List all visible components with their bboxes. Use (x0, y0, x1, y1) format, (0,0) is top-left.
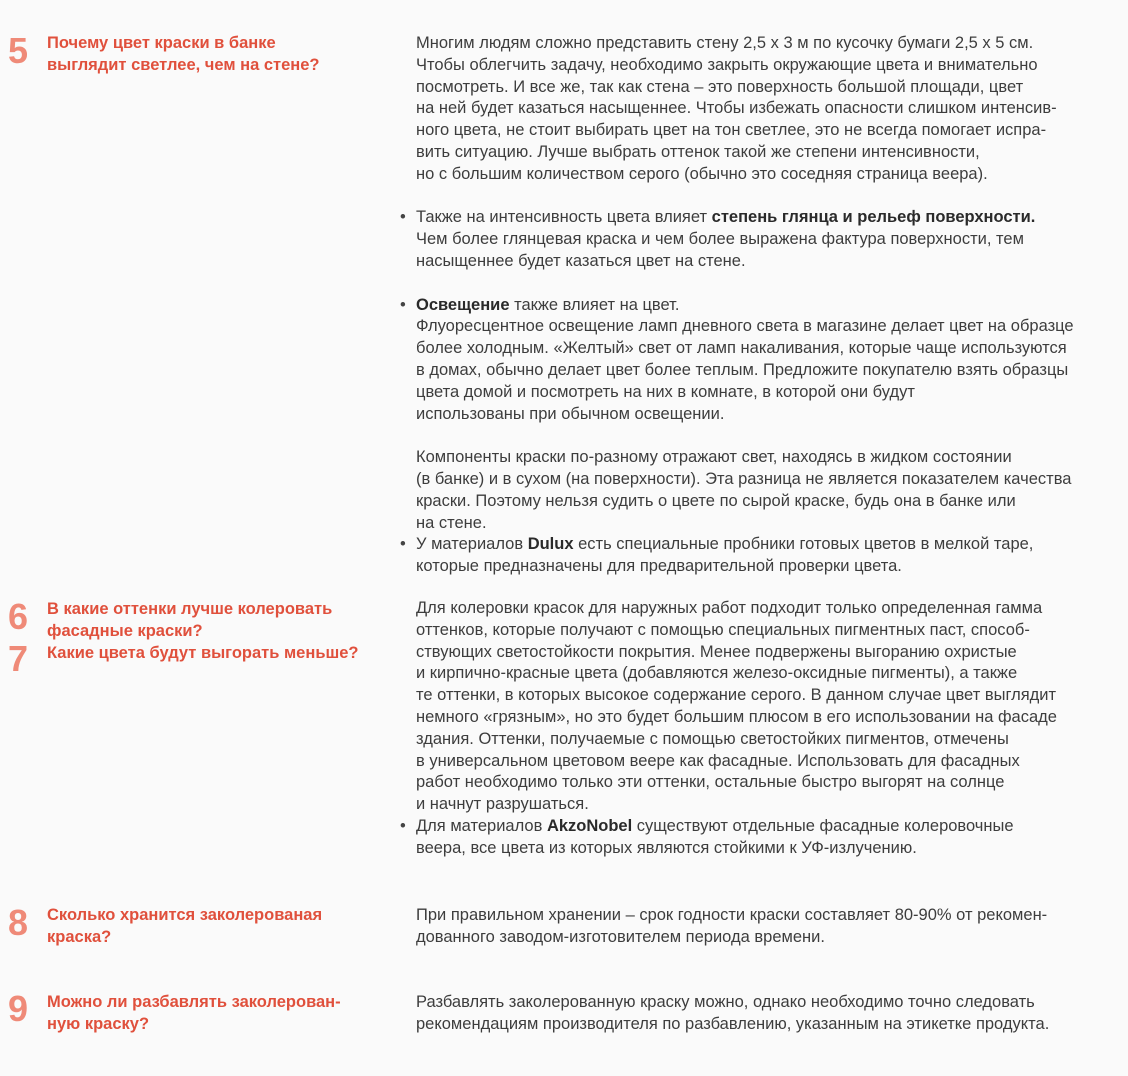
question-heading: Сколько хранится заколерованая краска? (47, 906, 323, 946)
question-heading: Можно ли разбавлять заколерован- ную краску? (47, 993, 341, 1033)
bullet-akzonobel: • Для материалов AkzoNobel существуют отдельные фасадные колеровочные (416, 816, 1128, 838)
answer-text: Разбавлять заколерованную краску можно, однако необходимо точно следовать рекомендациям производителя по разбавлению, указанным на этикетке продукта. (416, 993, 1050, 1033)
bullet-icon: • (400, 295, 406, 314)
bullet-icon: • (400, 208, 406, 227)
section-number: 8 (8, 902, 29, 943)
bullet-icon: • (400, 816, 406, 835)
section-number: 5 (8, 30, 29, 71)
question-heading: Почему цвет краски в банке выглядит светлее, чем на стене? (47, 34, 320, 74)
bullet-lighting: • Освещение также влияет на цвет. (416, 295, 1128, 317)
answer-text: При правильном хранении – срок годности краски составляет 80-90% от рекомен- дованного заводом-изготовителем периода времени. (416, 906, 1048, 946)
bullet-icon: • (400, 535, 406, 554)
answer-text: Многим людям сложно представить стену 2,5 х 3 м по кусочку бумаги 2,5 х 5 см. Чтобы облегчить задачу, необходимо закрыть окружающие цвета и внимательно посмотреть. И все же, так как стена – это поверхность большой площади, цвет на ней будет казаться насыщеннее. Чтобы избежать опасности слишком интенсив- ного цвета, не стоит выбирать цвет на тон светлее, это не всегда помогает испра- вить ситуацию. Лучше выбрать оттенок такой же степени интенсивности, но с большим количеством серого (обычно это соседняя страница веера). • Также на интенсивность цвета влияет степень глянца и рельеф поверхности. Чем более глянцевая краска и чем более выражена фактура поверхности, тем насыщеннее будет казаться цвет на стене. • Освещение также влияет на цвет. Флуоресцентное освещение ламп дневного света в магазине делает цвет на образце более холодным. «Желтый» свет от ламп накаливания, которые чаще используются в домах, обычно делает цвет более теплым. Предложите покупателю взять образцы цвета домой и посмотреть на них в комнате, в которой они будут использованы при обычном освещении. Компоненты краски по-разному отражают свет, находясь в жидком состоянии (в банке) и в сухом (на поверхности). Эта разница не является показателем качества краски. Поэтому нельзя судить о цвете по сырой краске, будь она в банке или на стене. • У материалов Dulux есть специальные пробники готовых цветов в мелкой таре, которые предназначены для предварительной проверки цвета. (416, 33, 1128, 578)
question-heading: В какие оттенки лучше колеровать фасадные краски? Какие цвета будут выгорать меньше? (47, 600, 359, 662)
answer-text: Для колеровки красок для наружных работ подходит только определенная гамма оттенков, которые получают с помощью специальных пигментных паст, способ- ствующих светостойкости покрытия. Менее подвержены выгоранию охристые и кирпично-красные цвета (добавляются железо-оксидные пигменты), а также те оттенки, в которых высокое содержание серого. В данном случае цвет выглядит немного «грязным», но это будет большим плюсом в его использовании на фасаде здания. Оттенки, получаемые с помощью светостойких пигментов, отмечены в универсальном цветовом веере как фасадные. Использовать для фасадных работ необходимо только эти оттенки, остальные быстро выгорят на солнце и начнут разрушаться. • Для материалов AkzoNobel существуют отдельные фасадные колеровочные веера, все цвета из которых являются стойкими к УФ-излучению. (416, 598, 1128, 860)
bullet-gloss: • Также на интенсивность цвета влияет степень глянца и рельеф поверхности. (416, 207, 1128, 229)
section-number: 7 (8, 638, 29, 679)
section-number: 6 (8, 596, 29, 637)
bullet-dulux: • У материалов Dulux есть специальные пробники готовых цветов в мелкой таре, (416, 534, 1128, 556)
section-number: 9 (8, 988, 29, 1029)
